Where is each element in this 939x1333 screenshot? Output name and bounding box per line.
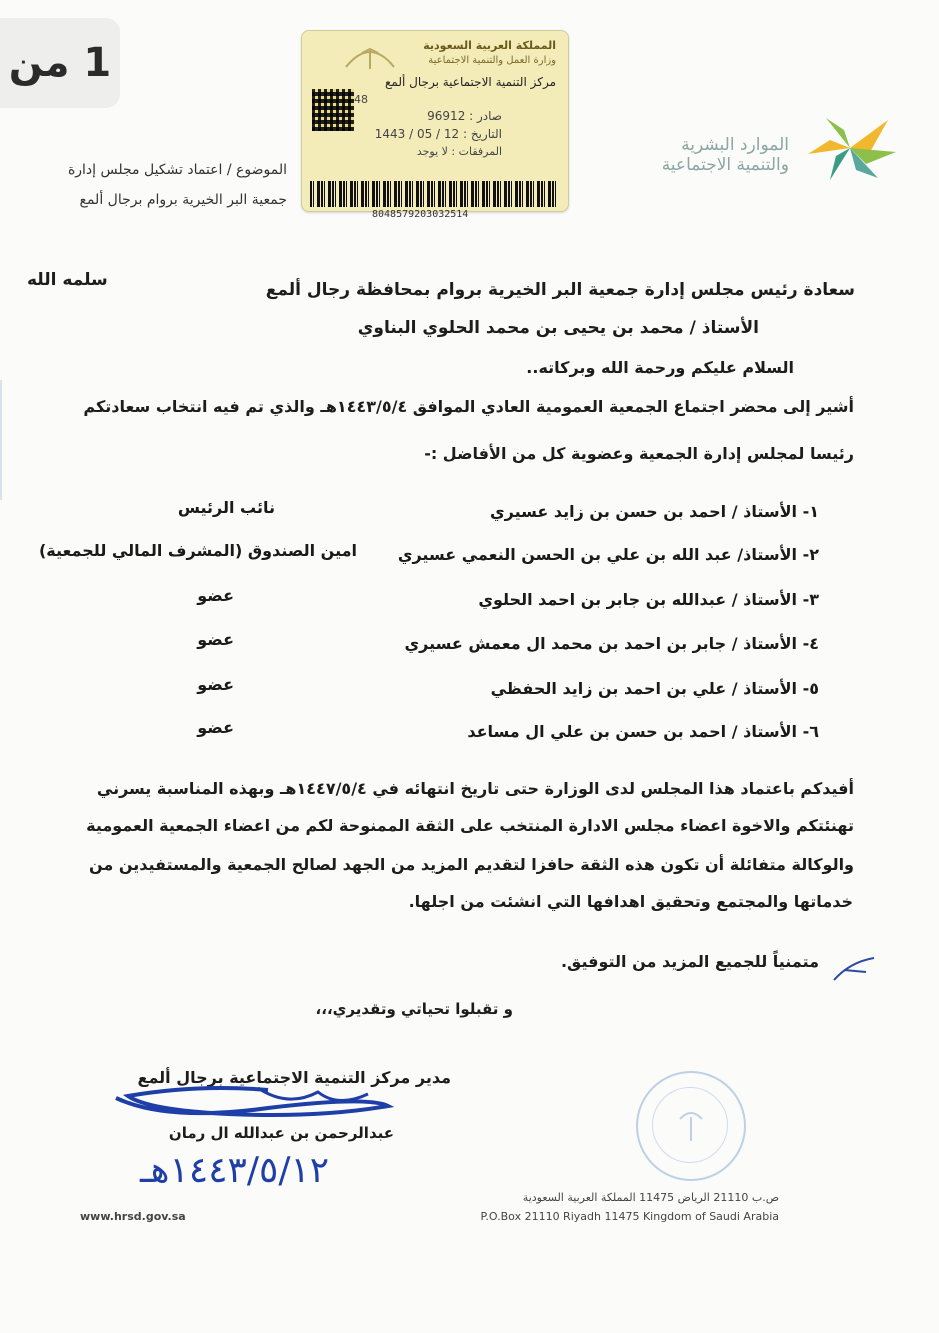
member-name: ١- الأستاذ / احمد بن حسن بن زايد عسيري	[489, 502, 819, 521]
hrsd-logo-icon	[800, 112, 900, 184]
body-line-4: خدماتها والمجتمع وتحقيق اهدافها التي انشئت من اجلها.	[408, 892, 853, 911]
stamp-date: التاريخ : 12 / 05 / 1443	[374, 127, 502, 141]
member-name: ٢- الأستاذ/ عبد الله بن علي بن الحسن النعمي عسيري	[397, 545, 819, 564]
member-role: عضو	[197, 718, 234, 737]
member-name: ٤- الأستاذ / جابر بن احمد بن محمد ال معمش عسيري	[404, 634, 819, 653]
register-stamp	[301, 30, 569, 220]
intro-line-1: أشير إلى محضر اجتماع الجمعية العمومية العادي الموافق ١٤٤٣/٥/٤هـ والذي تم فيه انتخاب سعادتكم	[83, 397, 854, 416]
closing-regards: و تقبلوا تحياتي وتقديري،،،	[315, 1000, 513, 1018]
ministry-emblem-icon	[340, 37, 400, 75]
footer-website-link[interactable]: www.hrsd.gov.sa	[80, 1210, 186, 1223]
signature-name: عبدالرحمن بن عبدالله ال رمان	[168, 1124, 394, 1142]
barcode-icon	[310, 181, 556, 207]
qr-code-icon	[312, 89, 354, 131]
signature-title: مدير مركز التنمية الاجتماعية برجال ألمع	[137, 1068, 451, 1087]
stamp-attachments: المرفقات : لا يوجد	[416, 145, 502, 158]
hrsd-logo-text	[662, 135, 789, 175]
body-line-1: أفيدكم باعتماد هذا المجلس لدى الوزارة حتى تاريخ انتهائه في ١٤٤٧/٥/٤هـ وبهذه المناسبة يسرني	[96, 779, 854, 798]
member-name: ٣- الأستاذ / عبدالله بن جابر بن احمد الحلوي	[478, 590, 819, 609]
addressee-line-1: سعادة رئيس مجلس إدارة جمعية البر الخيرية بروام بمحافظة رجال ألمع	[265, 280, 855, 300]
member-name: ٥- الأستاذ / علي بن احمد بن زايد الحفظي	[490, 679, 819, 698]
salutation: السلام عليكم ورحمة الله وبركاته..	[526, 358, 794, 377]
stamp-ministry: وزارة العمل والتنمية الاجتماعية	[428, 55, 556, 66]
stamp-number: صادر : 96912	[427, 109, 502, 123]
member-role: امين الصندوق (المشرف المالي للجمعية)	[38, 541, 357, 560]
stamp-center: مركز التنمية الاجتماعية برجال ألمع	[385, 75, 556, 89]
handwritten-mark-icon	[830, 950, 880, 985]
member-role: عضو	[197, 586, 234, 605]
subject-line-2: جمعية البر الخيرية بروام برجال ألمع	[79, 192, 287, 208]
greeting-right: سلمه الله	[27, 270, 108, 290]
footer-address-arabic: ص.ب 21110 الرياض 11475 المملكة العربية السعودية	[522, 1191, 779, 1204]
signature-date: ١٤٤٣/٥/١٢هـ	[140, 1150, 330, 1191]
member-role: نائب الرئيس	[177, 498, 275, 517]
footer-address-english: P.O.Box 21110 Riyadh 11475 Kingdom of Saudi Arabia	[480, 1210, 779, 1223]
stamp-kingdom: المملكة العربية السعودية	[423, 39, 556, 52]
body-line-3: والوكالة متفائلة أن تكون هذه الثقة حافزا لتقديم المزيد من الجهد لصالح الجمعية والمستفيدين من	[88, 855, 854, 874]
intro-line-2: رئيسا لمجلس إدارة الجمعية وعضوية كل من الأفاضل :-	[424, 444, 854, 463]
member-name: ٦- الأستاذ / احمد بن حسن بن علي ال مساعد	[467, 722, 819, 741]
subject-block	[68, 155, 287, 215]
logo-line-1: الموارد البشرية	[681, 135, 789, 155]
page-counter: 1 من	[0, 18, 120, 108]
closing-wish: متمنياً للجميع المزيد من التوفيق.	[560, 952, 819, 971]
official-seal-icon	[636, 1071, 746, 1181]
logo-line-2: والتنمية الاجتماعية	[661, 155, 789, 175]
body-line-2: تهنئتكم والاخوة اعضاء مجلس الادارة المنتخب على الثقة الممنوحة لكم من اعضاء الجمعية العمومية	[86, 816, 854, 835]
member-role: عضو	[197, 630, 234, 649]
stamp-barcode-number: 8048579203032514	[372, 209, 469, 220]
signature-icon	[108, 1078, 398, 1126]
stamp-ref: 48	[354, 93, 368, 106]
member-role: عضو	[197, 675, 234, 694]
addressee-line-2: الأستاذ / محمد بن يحيى بن محمد الحلوي البناوي	[357, 318, 759, 338]
subject-line-1: الموضوع / اعتماد تشكيل مجلس إدارة	[67, 162, 287, 178]
